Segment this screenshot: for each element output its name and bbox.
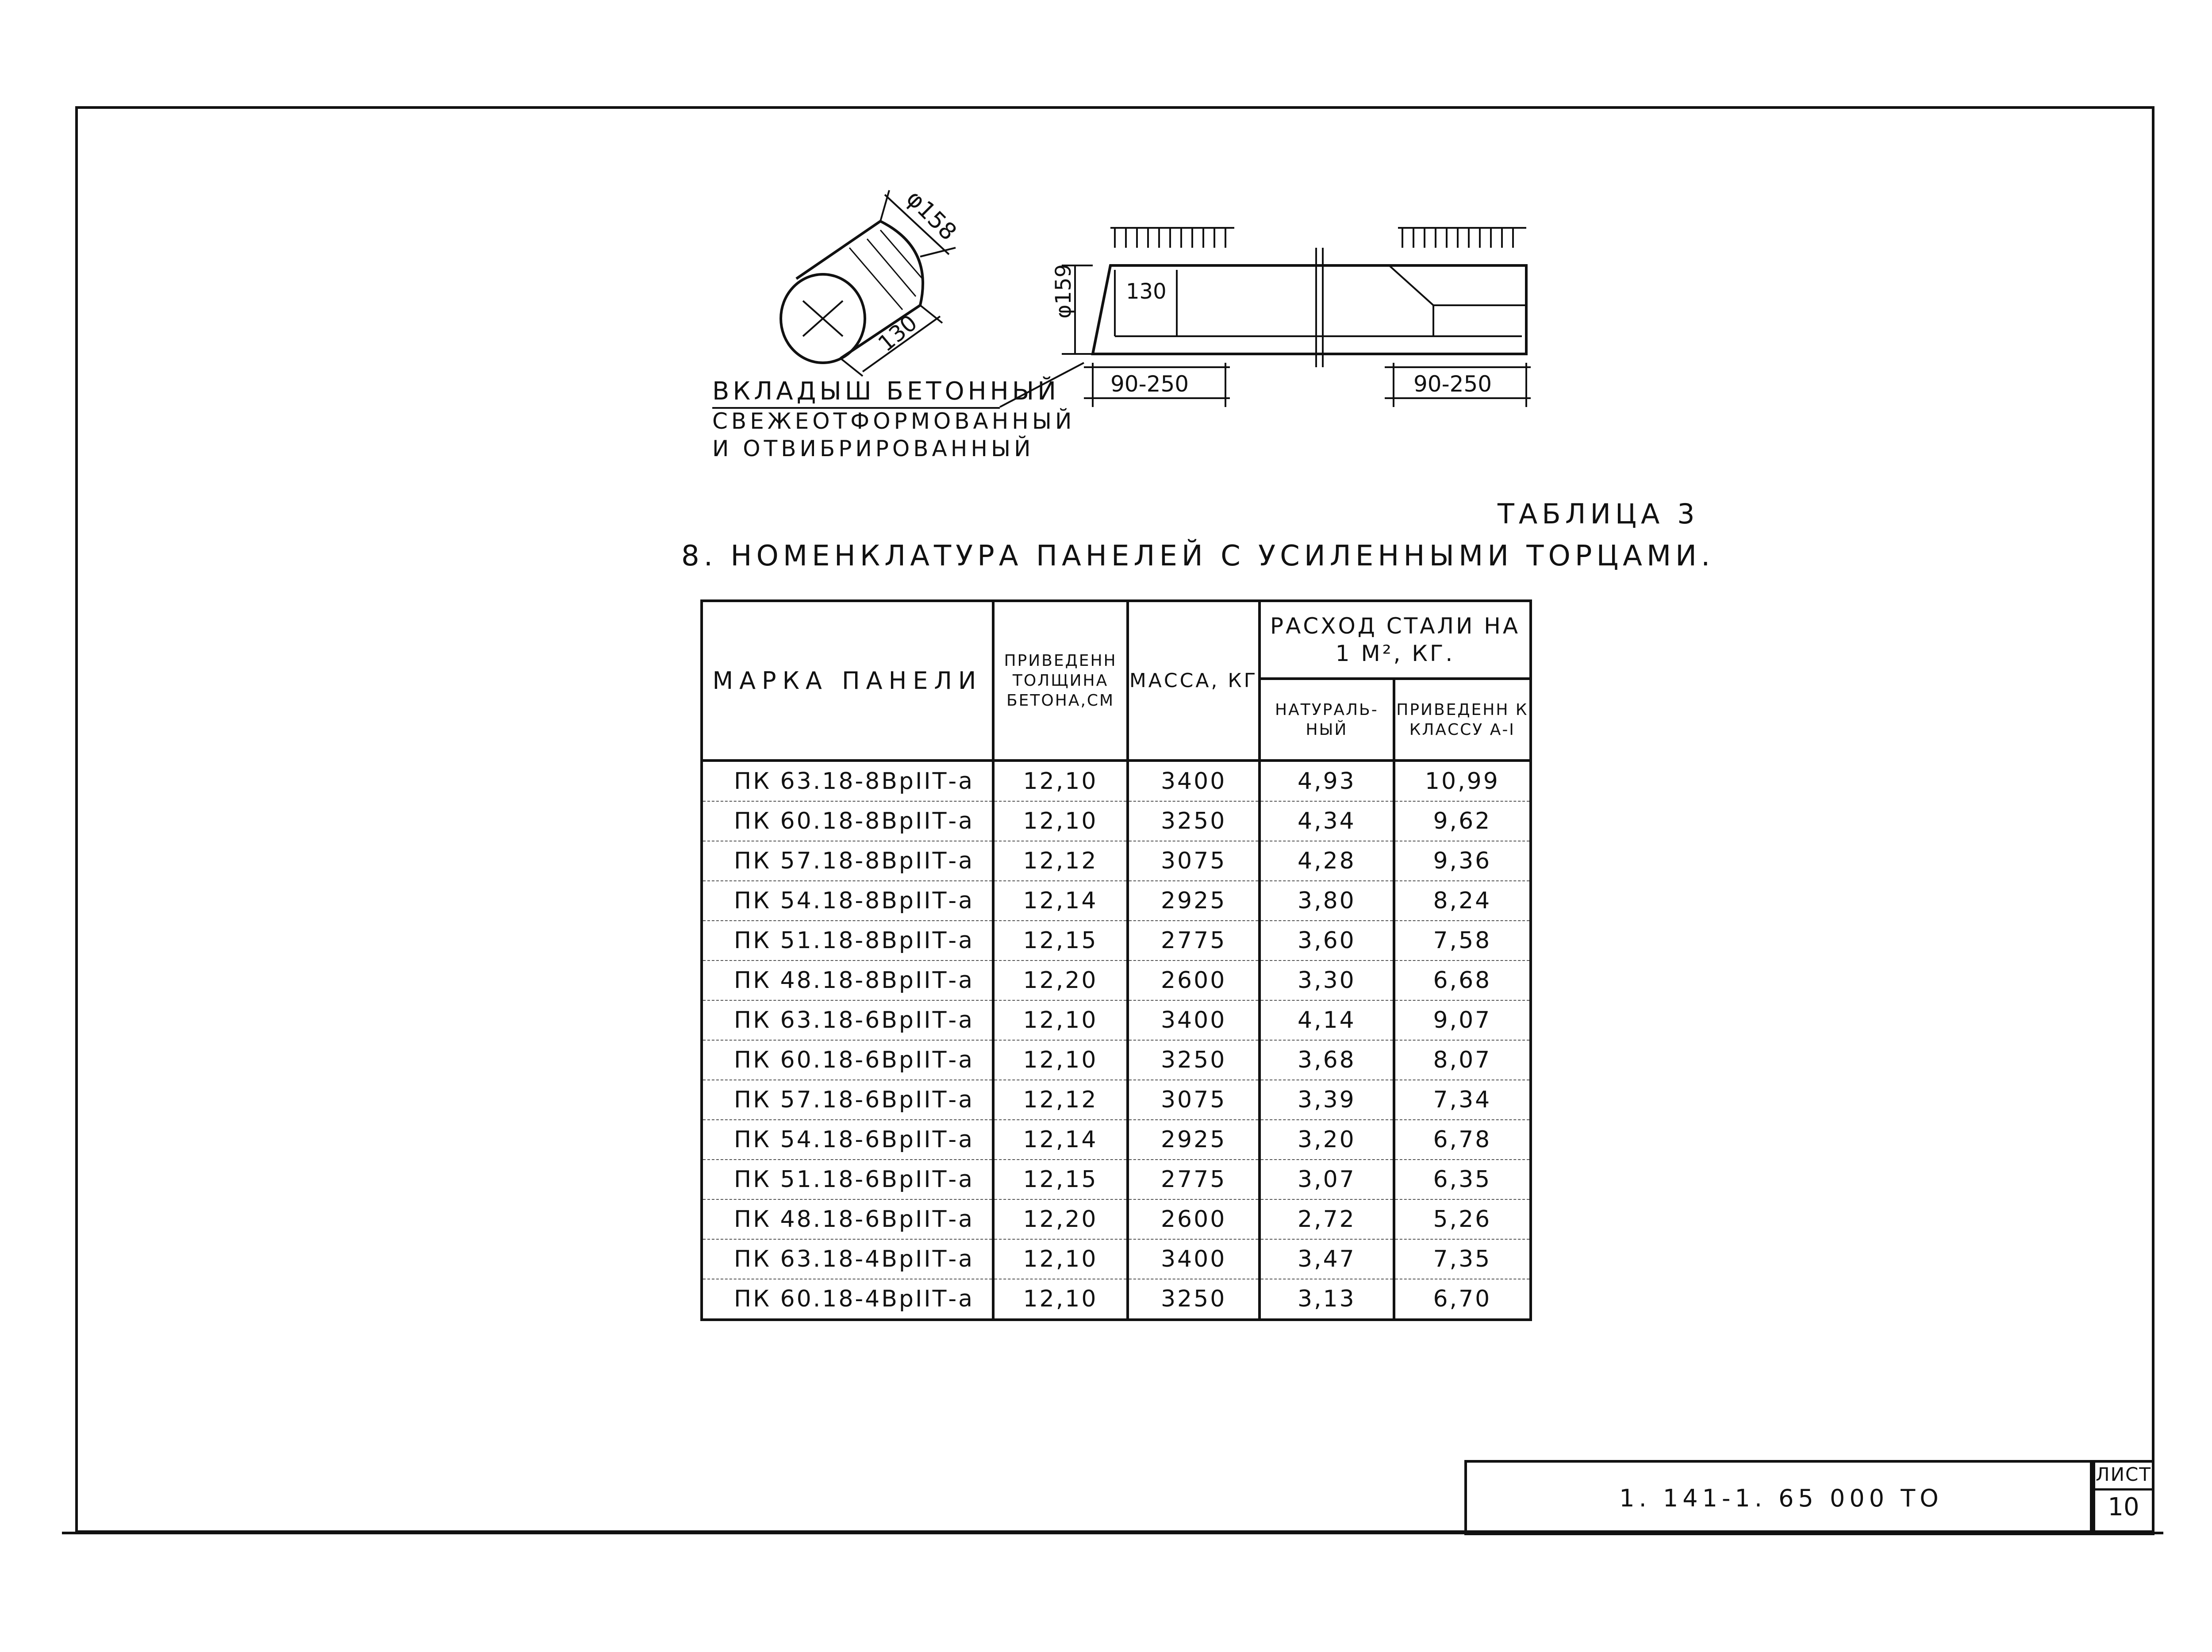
- cell-reduced: 9,36: [1394, 841, 1531, 881]
- header-steel: РАСХОД СТАЛИ НА 1 М², КГ.: [1260, 601, 1531, 679]
- support-right-label: 90-250: [1413, 371, 1492, 397]
- cell-mark: ПК 60.18-4ВрIIТ-а: [702, 1279, 993, 1320]
- cell-mark: ПК 63.18-6ВрIIТ-а: [702, 1000, 993, 1040]
- cell-thickness: 12,12: [993, 1080, 1128, 1120]
- support-left-label: 90-250: [1110, 371, 1189, 397]
- panel-diameter-label: φ159: [1051, 264, 1076, 319]
- cell-mass: 2600: [1128, 960, 1260, 1000]
- cell-thickness: 12,15: [993, 1160, 1128, 1199]
- cell-mass: 3250: [1128, 801, 1260, 841]
- cell-mass: 2925: [1128, 881, 1260, 921]
- cell-mark: ПК 48.18-6ВрIIТ-а: [702, 1199, 993, 1239]
- cell-natural: 3,80: [1260, 881, 1394, 921]
- cell-thickness: 12,14: [993, 881, 1128, 921]
- table-row: [702, 1279, 1531, 1320]
- insert-and-panel-sketch: [0, 0, 2212, 487]
- cell-thickness: 12,12: [993, 841, 1128, 881]
- header-reduced: ПРИВЕДЕНН К КЛАССУ А-I: [1394, 679, 1531, 761]
- cell-natural: 3,30: [1260, 960, 1394, 1000]
- cell-mass: 3075: [1128, 841, 1260, 881]
- table-row: [702, 960, 1531, 1000]
- table-number: ТАБЛИЦА 3: [1498, 498, 1699, 530]
- cell-natural: 4,34: [1260, 801, 1394, 841]
- insert-length-label: 130: [873, 310, 922, 357]
- cell-thickness: 12,10: [993, 1279, 1128, 1320]
- cell-thickness: 12,20: [993, 960, 1128, 1000]
- cell-mark: ПК 60.18-6ВрIIТ-а: [702, 1040, 993, 1080]
- cell-natural: 2,72: [1260, 1199, 1394, 1239]
- table-row: [702, 761, 1531, 801]
- header-natural: НАТУРАЛЬ-НЫЙ: [1260, 679, 1394, 761]
- table-row: [702, 1080, 1531, 1120]
- cell-mark: ПК 54.18-6ВрIIТ-а: [702, 1120, 993, 1160]
- cell-mass: 3400: [1128, 1000, 1260, 1040]
- cell-mark: ПК 51.18-8ВрIIТ-а: [702, 921, 993, 960]
- cell-mark: ПК 54.18-8ВрIIТ-а: [702, 881, 993, 921]
- cell-reduced: 7,35: [1394, 1239, 1531, 1279]
- cell-reduced: 5,26: [1394, 1199, 1531, 1239]
- cell-mark: ПК 51.18-6ВрIIТ-а: [702, 1160, 993, 1199]
- sheet-number-box: [2093, 1460, 2154, 1535]
- cell-reduced: 6,68: [1394, 960, 1531, 1000]
- cell-natural: 3,20: [1260, 1120, 1394, 1160]
- panel-inner-label: 130: [1126, 279, 1167, 304]
- cell-reduced: 7,58: [1394, 921, 1531, 960]
- table-row: [702, 1120, 1531, 1160]
- table-row: [702, 801, 1531, 841]
- cell-mark: ПК 57.18-6ВрIIТ-а: [702, 1080, 993, 1120]
- cell-reduced: 8,07: [1394, 1040, 1531, 1080]
- cell-mass: 2775: [1128, 1160, 1260, 1199]
- cell-natural: 3,68: [1260, 1040, 1394, 1080]
- cell-thickness: 12,10: [993, 761, 1128, 801]
- cell-mark: ПК 63.18-8ВрIIТ-а: [702, 761, 993, 801]
- cell-reduced: 6,70: [1394, 1279, 1531, 1320]
- cell-thickness: 12,15: [993, 921, 1128, 960]
- cell-natural: 3,47: [1260, 1239, 1394, 1279]
- cell-reduced: 9,07: [1394, 1000, 1531, 1040]
- cell-reduced: 6,35: [1394, 1160, 1531, 1199]
- cell-thickness: 12,20: [993, 1199, 1128, 1239]
- cell-thickness: 12,10: [993, 801, 1128, 841]
- cell-natural: 3,13: [1260, 1279, 1394, 1320]
- cell-natural: 3,07: [1260, 1160, 1394, 1199]
- table-row: [702, 1199, 1531, 1239]
- table-row: [702, 1000, 1531, 1040]
- cell-reduced: 8,24: [1394, 881, 1531, 921]
- insert-caption: [712, 377, 1075, 461]
- cell-natural: 4,14: [1260, 1000, 1394, 1040]
- cell-thickness: 12,14: [993, 1120, 1128, 1160]
- cell-mark: ПК 57.18-8ВрIIТ-а: [702, 841, 993, 881]
- cell-natural: 3,60: [1260, 921, 1394, 960]
- header-mass: МАССА, КГ: [1128, 601, 1260, 761]
- insert-caption-line-3: И ОТВИБРИРОВАННЫЙ: [712, 436, 1034, 461]
- cell-mark: ПК 48.18-8ВрIIТ-а: [702, 960, 993, 1000]
- cell-thickness: 12,10: [993, 1040, 1128, 1080]
- table-row: [702, 1239, 1531, 1279]
- cell-reduced: 10,99: [1394, 761, 1531, 801]
- table-row: [702, 841, 1531, 881]
- cell-natural: 4,28: [1260, 841, 1394, 881]
- load-arrows: [1110, 228, 1526, 248]
- cell-mark: ПК 60.18-8ВрIIТ-а: [702, 801, 993, 841]
- header-thickness: ПРИВЕДЕНН ТОЛЩИНА БЕТОНА,СМ: [993, 601, 1128, 761]
- cell-natural: 4,93: [1260, 761, 1394, 801]
- cell-mass: 3400: [1128, 1239, 1260, 1279]
- cell-reduced: 9,62: [1394, 801, 1531, 841]
- table-row: [702, 921, 1531, 960]
- insert-caption-line-1: ВКЛАДЫШ БЕТОННЫЙ: [712, 377, 1060, 406]
- header-mark: МАРКА ПАНЕЛИ: [702, 601, 993, 761]
- cell-natural: 3,39: [1260, 1080, 1394, 1120]
- insert-caption-line-2: СВЕЖЕОТФОРМОВАННЫЙ: [712, 408, 1075, 434]
- cell-mass: 2775: [1128, 921, 1260, 960]
- sheet-number: 10: [2108, 1493, 2139, 1521]
- cell-mass: 3250: [1128, 1279, 1260, 1320]
- cell-mass: 3250: [1128, 1040, 1260, 1080]
- section-title: 8. НОМЕНКЛАТУРА ПАНЕЛЕЙ С УСИЛЕННЫМИ ТОРЦАМИ.: [681, 540, 1715, 572]
- cell-thickness: 12,10: [993, 1239, 1128, 1279]
- title-block: [1464, 1460, 2093, 1535]
- table-row: [702, 881, 1531, 921]
- cell-reduced: 7,34: [1394, 1080, 1531, 1120]
- cell-mass: 3400: [1128, 761, 1260, 801]
- document-code: 1. 141-1. 65 000 ТО: [1619, 1484, 1943, 1512]
- sheet-label: ЛИСТ: [2095, 1464, 2152, 1491]
- table-row: [702, 1160, 1531, 1199]
- cell-mass: 3075: [1128, 1080, 1260, 1120]
- panel-nomenclature-table: [700, 599, 1532, 1321]
- cell-mass: 2925: [1128, 1120, 1260, 1160]
- cell-mark: ПК 63.18-4ВрIIТ-а: [702, 1239, 993, 1279]
- insert-diameter-label: φ158: [901, 185, 962, 246]
- table-row: [702, 1040, 1531, 1080]
- cell-thickness: 12,10: [993, 1000, 1128, 1040]
- cell-reduced: 6,78: [1394, 1120, 1531, 1160]
- cell-mass: 2600: [1128, 1199, 1260, 1239]
